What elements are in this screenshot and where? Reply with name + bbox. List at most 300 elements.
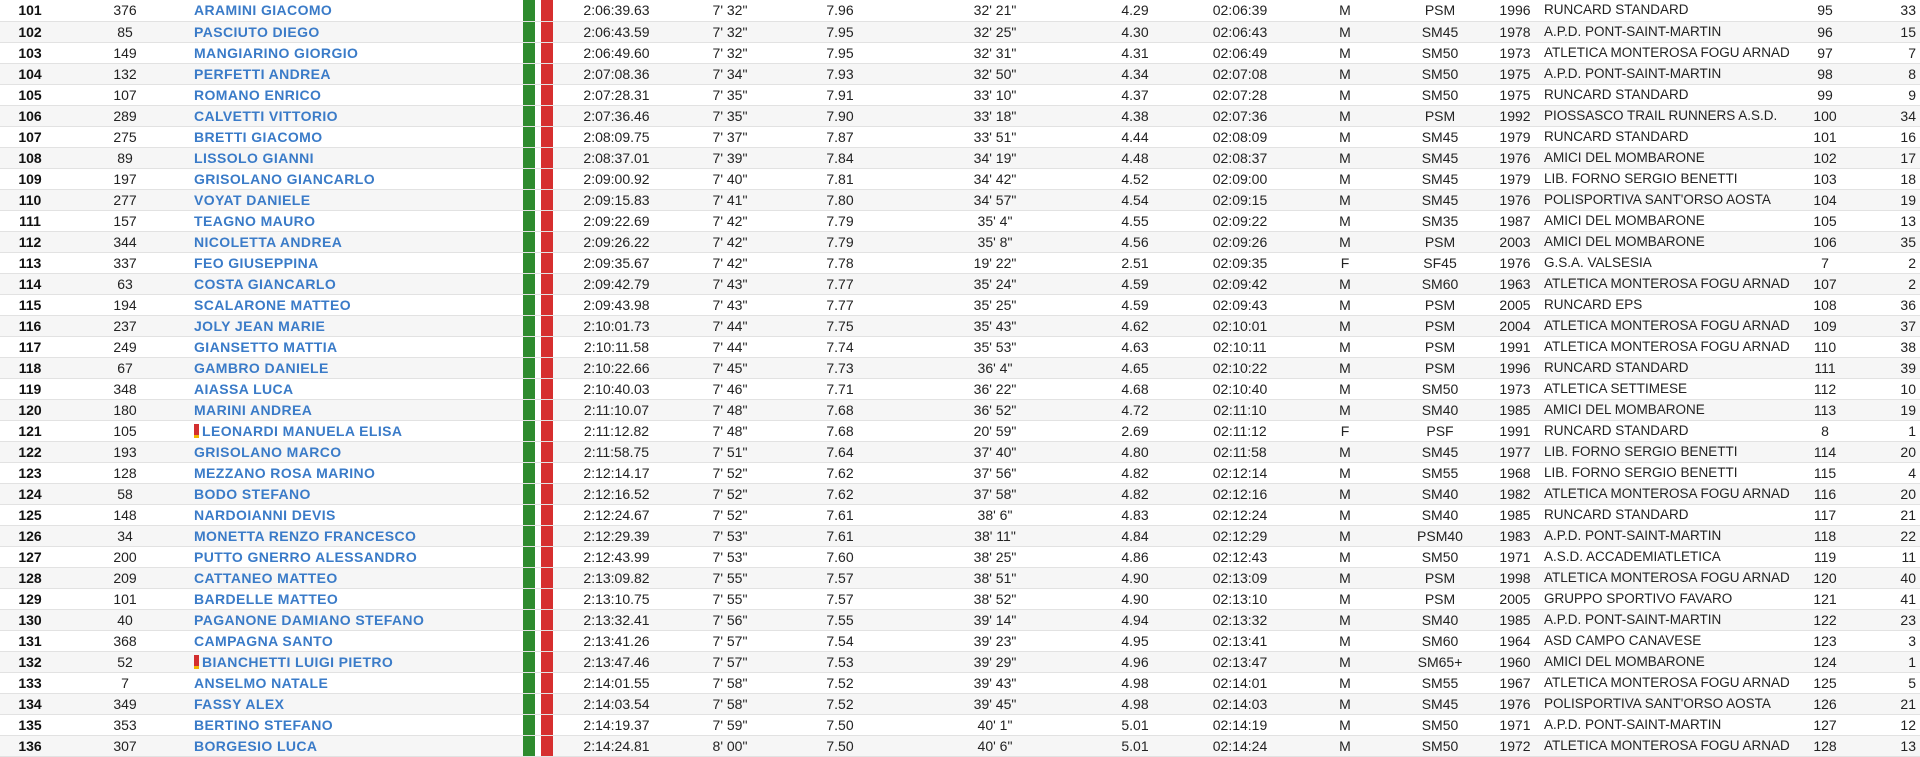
category-cell: PSM bbox=[1390, 357, 1490, 378]
italian-flag-icon bbox=[523, 126, 553, 147]
net-time-cell: 02:09:43 bbox=[1180, 294, 1300, 315]
pace-cell: 7' 58" bbox=[680, 672, 780, 693]
flag-stripe bbox=[523, 43, 535, 63]
athlete-name-link[interactable]: CATTANEO MATTEO bbox=[194, 569, 338, 586]
athlete-name-link[interactable]: BERTINO STEFANO bbox=[194, 716, 334, 733]
athlete-name-link[interactable]: NARDOIANNI DEVIS bbox=[194, 506, 336, 523]
speed-cell: 7.90 bbox=[780, 105, 900, 126]
flag-stripe bbox=[523, 715, 535, 735]
team-cell: AMICI DEL MOMBARONE bbox=[1540, 231, 1790, 252]
table-row bbox=[0, 567, 1920, 588]
gap-cell: 37' 40" bbox=[900, 441, 1090, 462]
flag-stripe bbox=[541, 190, 553, 210]
flag-stripe bbox=[541, 337, 553, 357]
pace-cell: 7' 53" bbox=[680, 546, 780, 567]
sex-rank-cell: 126 bbox=[1790, 693, 1860, 714]
sex-rank-cell: 8 bbox=[1790, 420, 1860, 441]
gap-percent-cell: 4.86 bbox=[1090, 546, 1180, 567]
italian-flag-icon bbox=[523, 504, 553, 525]
pace-cell: 7' 43" bbox=[680, 273, 780, 294]
flag-stripe bbox=[541, 589, 553, 609]
speed-cell: 7.52 bbox=[780, 672, 900, 693]
athlete-name-cell[interactable] bbox=[190, 84, 523, 105]
athlete-name-link[interactable]: SCALARONE MATTEO bbox=[194, 296, 352, 313]
athlete-name-cell[interactable] bbox=[190, 420, 523, 441]
table-row bbox=[0, 168, 1920, 189]
athlete-name-cell[interactable] bbox=[190, 105, 523, 126]
time-cell: 2:08:37.01 bbox=[553, 147, 680, 168]
sex-rank-cell: 108 bbox=[1790, 294, 1860, 315]
sex-cell: M bbox=[1300, 714, 1390, 735]
bib-cell: 89 bbox=[60, 147, 190, 168]
sex-rank-cell: 114 bbox=[1790, 441, 1860, 462]
category-rank-cell: 8 bbox=[1860, 63, 1920, 84]
flag-stripe bbox=[523, 169, 535, 189]
position-cell: 109 bbox=[0, 168, 60, 189]
athlete-name-cell[interactable] bbox=[190, 126, 523, 147]
athlete-name-link[interactable]: TEAGNO MAURO bbox=[194, 212, 316, 229]
flag-stripe bbox=[541, 211, 553, 231]
flag-stripe bbox=[523, 0, 535, 21]
athlete-name-cell[interactable] bbox=[190, 0, 523, 21]
athlete-name-cell[interactable] bbox=[190, 462, 523, 483]
athlete-name-cell[interactable] bbox=[190, 63, 523, 84]
athlete-name-link[interactable]: ANSELMO NATALE bbox=[194, 674, 329, 691]
gap-percent-cell: 4.54 bbox=[1090, 189, 1180, 210]
bib-cell: 353 bbox=[60, 714, 190, 735]
gap-percent-cell: 4.98 bbox=[1090, 693, 1180, 714]
athlete-name-link[interactable]: FASSY ALEX bbox=[194, 695, 285, 712]
bib-cell: 368 bbox=[60, 630, 190, 651]
athlete-name-link[interactable]: AIASSA LUCA bbox=[194, 380, 294, 397]
flag-stripe bbox=[541, 316, 553, 336]
athlete-name-cell[interactable] bbox=[190, 336, 523, 357]
athlete-name-link[interactable]: BARDELLE MATTEO bbox=[194, 590, 339, 607]
bib-cell: 349 bbox=[60, 693, 190, 714]
athlete-name-cell[interactable] bbox=[190, 189, 523, 210]
position-cell: 114 bbox=[0, 273, 60, 294]
position-cell: 127 bbox=[0, 546, 60, 567]
pace-cell: 7' 52" bbox=[680, 483, 780, 504]
gap-percent-cell: 2.69 bbox=[1090, 420, 1180, 441]
pace-cell: 7' 48" bbox=[680, 399, 780, 420]
sex-rank-cell: 110 bbox=[1790, 336, 1860, 357]
sex-rank-cell: 117 bbox=[1790, 504, 1860, 525]
category-cell: SM40 bbox=[1390, 399, 1490, 420]
flag-stripe bbox=[523, 568, 535, 588]
birth-year-cell: 1985 bbox=[1490, 399, 1540, 420]
flag-stripe bbox=[541, 64, 553, 84]
time-cell: 2:09:26.22 bbox=[553, 231, 680, 252]
category-rank-cell: 21 bbox=[1860, 693, 1920, 714]
athlete-name-cell[interactable] bbox=[190, 483, 523, 504]
sex-rank-cell: 121 bbox=[1790, 588, 1860, 609]
category-cell: SM50 bbox=[1390, 42, 1490, 63]
gap-percent-cell: 4.38 bbox=[1090, 105, 1180, 126]
gap-percent-cell: 4.37 bbox=[1090, 84, 1180, 105]
speed-cell: 7.54 bbox=[780, 630, 900, 651]
bib-cell: 337 bbox=[60, 252, 190, 273]
bib-cell: 85 bbox=[60, 21, 190, 42]
birth-year-cell: 1983 bbox=[1490, 525, 1540, 546]
table-row bbox=[0, 546, 1920, 567]
athlete-name-link[interactable]: BIANCHETTI LUIGI PIETRO bbox=[202, 653, 394, 670]
athlete-name-cell[interactable] bbox=[190, 714, 523, 735]
athlete-name-cell[interactable] bbox=[190, 735, 523, 756]
birth-year-cell: 1998 bbox=[1490, 567, 1540, 588]
italian-flag-icon bbox=[523, 63, 553, 84]
sex-rank-cell: 123 bbox=[1790, 630, 1860, 651]
category-cell: PSM bbox=[1390, 315, 1490, 336]
category-cell: SM45 bbox=[1390, 189, 1490, 210]
italian-flag-icon bbox=[523, 546, 553, 567]
athlete-name-cell[interactable] bbox=[190, 693, 523, 714]
athlete-name-cell[interactable] bbox=[190, 21, 523, 42]
category-rank-cell: 40 bbox=[1860, 567, 1920, 588]
birth-year-cell: 2003 bbox=[1490, 231, 1540, 252]
italian-flag-icon bbox=[523, 588, 553, 609]
bib-cell: 249 bbox=[60, 336, 190, 357]
time-cell: 2:13:32.41 bbox=[553, 609, 680, 630]
position-cell: 118 bbox=[0, 357, 60, 378]
time-cell: 2:13:09.82 bbox=[553, 567, 680, 588]
athlete-name-cell[interactable] bbox=[190, 672, 523, 693]
table-row bbox=[0, 462, 1920, 483]
flag-stripe bbox=[523, 610, 535, 630]
gap-cell: 35' 25" bbox=[900, 294, 1090, 315]
flag-stripe bbox=[523, 253, 535, 273]
athlete-name-cell[interactable] bbox=[190, 294, 523, 315]
flag-stripe bbox=[541, 400, 553, 420]
athlete-name-link[interactable]: NICOLETTA ANDREA bbox=[194, 233, 343, 250]
birth-year-cell: 1967 bbox=[1490, 672, 1540, 693]
birth-year-cell: 1979 bbox=[1490, 168, 1540, 189]
speed-cell: 7.84 bbox=[780, 147, 900, 168]
table-row bbox=[0, 126, 1920, 147]
birth-year-cell: 1996 bbox=[1490, 0, 1540, 21]
team-cell: RUNCARD STANDARD bbox=[1540, 126, 1790, 147]
bib-cell: 58 bbox=[60, 483, 190, 504]
pace-cell: 7' 59" bbox=[680, 714, 780, 735]
sex-cell: M bbox=[1300, 63, 1390, 84]
flag-stripe bbox=[541, 127, 553, 147]
pace-cell: 7' 53" bbox=[680, 525, 780, 546]
gap-cell: 40' 6" bbox=[900, 735, 1090, 756]
athlete-name-cell[interactable] bbox=[190, 567, 523, 588]
net-time-cell: 02:10:22 bbox=[1180, 357, 1300, 378]
athlete-name-link[interactable]: PASCIUTO DIEGO bbox=[194, 23, 320, 40]
athlete-name-cell[interactable] bbox=[190, 588, 523, 609]
gap-cell: 39' 43" bbox=[900, 672, 1090, 693]
flag-stripe bbox=[541, 295, 553, 315]
athlete-name-link[interactable]: CALVETTI VITTORIO bbox=[194, 107, 338, 124]
net-time-cell: 02:13:41 bbox=[1180, 630, 1300, 651]
athlete-name-link[interactable]: MANGIARINO GIORGIO bbox=[194, 44, 359, 61]
table-row bbox=[0, 0, 1920, 21]
pace-cell: 7' 34" bbox=[680, 63, 780, 84]
position-cell: 104 bbox=[0, 63, 60, 84]
time-cell: 2:09:22.69 bbox=[553, 210, 680, 231]
time-cell: 2:12:16.52 bbox=[553, 483, 680, 504]
net-time-cell: 02:13:09 bbox=[1180, 567, 1300, 588]
sex-cell: M bbox=[1300, 588, 1390, 609]
athlete-name-link[interactable]: COSTA GIANCARLO bbox=[194, 275, 337, 292]
athlete-name-cell[interactable] bbox=[190, 42, 523, 63]
athlete-name-cell[interactable] bbox=[190, 315, 523, 336]
flag-stripe bbox=[523, 295, 535, 315]
flag-stripe bbox=[523, 673, 535, 693]
team-cell: RUNCARD STANDARD bbox=[1540, 84, 1790, 105]
athlete-name-link[interactable]: GRISOLANO GIANCARLO bbox=[194, 170, 376, 187]
net-time-cell: 02:14:03 bbox=[1180, 693, 1300, 714]
flag-stripe bbox=[541, 442, 553, 462]
gap-percent-cell: 4.52 bbox=[1090, 168, 1180, 189]
position-cell: 126 bbox=[0, 525, 60, 546]
gap-cell: 36' 4" bbox=[900, 357, 1090, 378]
italian-flag-icon bbox=[523, 273, 553, 294]
category-rank-cell: 18 bbox=[1860, 168, 1920, 189]
category-cell: SM55 bbox=[1390, 462, 1490, 483]
italian-flag-icon bbox=[523, 567, 553, 588]
flag-stripe bbox=[541, 526, 553, 546]
team-cell: PIOSSASCO TRAIL RUNNERS A.S.D. bbox=[1540, 105, 1790, 126]
category-cell: SM60 bbox=[1390, 273, 1490, 294]
position-cell: 129 bbox=[0, 588, 60, 609]
table-row bbox=[0, 336, 1920, 357]
athlete-name-link[interactable]: PUTTO GNERRO ALESSANDRO bbox=[194, 548, 418, 565]
athlete-name-link[interactable]: BORGESIO LUCA bbox=[194, 737, 318, 754]
athlete-name-link[interactable]: MONETTA RENZO FRANCESCO bbox=[194, 527, 417, 544]
birth-year-cell: 1972 bbox=[1490, 735, 1540, 756]
speed-cell: 7.62 bbox=[780, 462, 900, 483]
speed-cell: 7.55 bbox=[780, 609, 900, 630]
gap-cell: 20' 59" bbox=[900, 420, 1090, 441]
team-cell: A.S.D. ACCADEMIATLETICA bbox=[1540, 546, 1790, 567]
net-time-cell: 02:09:15 bbox=[1180, 189, 1300, 210]
speed-cell: 7.73 bbox=[780, 357, 900, 378]
italian-flag-icon bbox=[523, 168, 553, 189]
sex-cell: M bbox=[1300, 483, 1390, 504]
position-cell: 131 bbox=[0, 630, 60, 651]
time-cell: 2:14:01.55 bbox=[553, 672, 680, 693]
sex-rank-cell: 95 bbox=[1790, 0, 1860, 21]
sex-cell: M bbox=[1300, 399, 1390, 420]
athlete-name-cell[interactable] bbox=[190, 168, 523, 189]
position-cell: 121 bbox=[0, 420, 60, 441]
category-rank-cell: 9 bbox=[1860, 84, 1920, 105]
sex-rank-cell: 124 bbox=[1790, 651, 1860, 672]
team-cell: ASD CAMPO CANAVESE bbox=[1540, 630, 1790, 651]
athlete-name-cell[interactable] bbox=[190, 546, 523, 567]
athlete-name-link[interactable]: MEZZANO ROSA MARINO bbox=[194, 464, 376, 481]
speed-cell: 7.74 bbox=[780, 336, 900, 357]
birth-year-cell: 1973 bbox=[1490, 42, 1540, 63]
position-cell: 107 bbox=[0, 126, 60, 147]
gap-cell: 37' 56" bbox=[900, 462, 1090, 483]
speed-cell: 7.68 bbox=[780, 399, 900, 420]
sex-cell: M bbox=[1300, 651, 1390, 672]
athlete-name-link[interactable]: JOLY JEAN MARIE bbox=[194, 317, 326, 334]
category-cell: PSF bbox=[1390, 420, 1490, 441]
athlete-name-link[interactable]: BRETTI GIACOMO bbox=[194, 128, 323, 145]
athlete-name-link[interactable]: GRISOLANO MARCO bbox=[194, 443, 342, 460]
athlete-name-link[interactable]: GIANSETTO MATTIA bbox=[194, 338, 338, 355]
flag-stripe bbox=[541, 274, 553, 294]
net-time-cell: 02:08:37 bbox=[1180, 147, 1300, 168]
athlete-name-link[interactable]: BODO STEFANO bbox=[194, 485, 311, 502]
gap-cell: 38' 11" bbox=[900, 525, 1090, 546]
sex-cell: M bbox=[1300, 0, 1390, 21]
time-cell: 2:10:22.66 bbox=[553, 357, 680, 378]
time-cell: 2:07:08.36 bbox=[553, 63, 680, 84]
italian-flag-icon bbox=[523, 378, 553, 399]
category-rank-cell: 19 bbox=[1860, 399, 1920, 420]
category-cell: SM40 bbox=[1390, 504, 1490, 525]
athlete-name-link[interactable]: VOYAT DANIELE bbox=[194, 191, 311, 208]
table-row bbox=[0, 21, 1920, 42]
sex-cell: M bbox=[1300, 315, 1390, 336]
position-cell: 133 bbox=[0, 672, 60, 693]
bib-cell: 344 bbox=[60, 231, 190, 252]
speed-cell: 7.96 bbox=[780, 0, 900, 21]
team-cell: AMICI DEL MOMBARONE bbox=[1540, 210, 1790, 231]
category-cell: SF45 bbox=[1390, 252, 1490, 273]
flag-stripe bbox=[541, 568, 553, 588]
athlete-name-link[interactable]: PERFETTI ANDREA bbox=[194, 65, 331, 82]
bib-cell: 237 bbox=[60, 315, 190, 336]
athlete-name-cell[interactable] bbox=[190, 441, 523, 462]
flag-stripe bbox=[523, 526, 535, 546]
gap-percent-cell: 4.80 bbox=[1090, 441, 1180, 462]
flag-stripe bbox=[541, 0, 553, 21]
team-cell: A.P.D. PONT-SAINT-MARTIN bbox=[1540, 525, 1790, 546]
sex-rank-cell: 102 bbox=[1790, 147, 1860, 168]
athlete-name-link[interactable]: ROMANO ENRICO bbox=[194, 86, 322, 103]
sex-rank-cell: 118 bbox=[1790, 525, 1860, 546]
bib-cell: 132 bbox=[60, 63, 190, 84]
net-time-cell: 02:07:28 bbox=[1180, 84, 1300, 105]
gap-percent-cell: 4.31 bbox=[1090, 42, 1180, 63]
athlete-name-link[interactable]: LISSOLO GIANNI bbox=[194, 149, 314, 166]
category-cell: PSM bbox=[1390, 336, 1490, 357]
birth-year-cell: 1985 bbox=[1490, 504, 1540, 525]
pace-cell: 7' 32" bbox=[680, 21, 780, 42]
gap-cell: 32' 50" bbox=[900, 63, 1090, 84]
athlete-name-cell[interactable] bbox=[190, 504, 523, 525]
pace-cell: 7' 40" bbox=[680, 168, 780, 189]
category-cell: SM45 bbox=[1390, 21, 1490, 42]
speed-cell: 7.77 bbox=[780, 294, 900, 315]
athlete-name-cell[interactable] bbox=[190, 630, 523, 651]
sex-cell: M bbox=[1300, 609, 1390, 630]
athlete-name-link[interactable]: PAGANONE DAMIANO STEFANO bbox=[194, 611, 425, 628]
flag-stripe bbox=[523, 442, 535, 462]
category-rank-cell: 16 bbox=[1860, 126, 1920, 147]
gap-cell: 38' 6" bbox=[900, 504, 1090, 525]
athlete-name-cell[interactable] bbox=[190, 609, 523, 630]
athlete-name-cell[interactable] bbox=[190, 378, 523, 399]
athlete-name-link[interactable]: GAMBRO DANIELE bbox=[194, 359, 329, 376]
team-cell: RUNCARD STANDARD bbox=[1540, 420, 1790, 441]
athlete-name-link[interactable]: CAMPAGNA SANTO bbox=[194, 632, 334, 649]
net-time-cell: 02:08:09 bbox=[1180, 126, 1300, 147]
sex-rank-cell: 119 bbox=[1790, 546, 1860, 567]
athlete-name-cell[interactable] bbox=[190, 399, 523, 420]
time-cell: 2:09:15.83 bbox=[553, 189, 680, 210]
category-rank-cell: 2 bbox=[1860, 252, 1920, 273]
sex-rank-cell: 111 bbox=[1790, 357, 1860, 378]
speed-cell: 7.61 bbox=[780, 525, 900, 546]
table-row bbox=[0, 315, 1920, 336]
team-cell: ATLETICA SETTIMESE bbox=[1540, 378, 1790, 399]
table-row bbox=[0, 483, 1920, 504]
sex-cell: M bbox=[1300, 693, 1390, 714]
italian-flag-icon bbox=[523, 462, 553, 483]
athlete-name-cell[interactable] bbox=[190, 252, 523, 273]
bib-cell: 307 bbox=[60, 735, 190, 756]
italian-flag-icon bbox=[523, 315, 553, 336]
team-cell: ATLETICA MONTEROSA FOGU ARNAD bbox=[1540, 672, 1790, 693]
team-cell: POLISPORTIVA SANT'ORSO AOSTA bbox=[1540, 693, 1790, 714]
pace-cell: 7' 57" bbox=[680, 651, 780, 672]
category-rank-cell: 12 bbox=[1860, 714, 1920, 735]
category-cell: SM60 bbox=[1390, 630, 1490, 651]
athlete-name-cell[interactable] bbox=[190, 210, 523, 231]
category-cell: SM45 bbox=[1390, 168, 1490, 189]
time-cell: 2:09:42.79 bbox=[553, 273, 680, 294]
gap-cell: 33' 51" bbox=[900, 126, 1090, 147]
athlete-name-cell[interactable] bbox=[190, 525, 523, 546]
team-cell: ATLETICA MONTEROSA FOGU ARNAD bbox=[1540, 273, 1790, 294]
sex-rank-cell: 128 bbox=[1790, 735, 1860, 756]
flag-stripe bbox=[523, 64, 535, 84]
team-cell: A.P.D. PONT-SAINT-MARTIN bbox=[1540, 714, 1790, 735]
italian-flag-icon bbox=[523, 0, 553, 21]
gap-percent-cell: 4.56 bbox=[1090, 231, 1180, 252]
athlete-name-cell[interactable] bbox=[190, 147, 523, 168]
time-cell: 2:07:28.31 bbox=[553, 84, 680, 105]
athlete-name-link[interactable]: FEO GIUSEPPINA bbox=[194, 254, 319, 271]
gap-percent-cell: 4.98 bbox=[1090, 672, 1180, 693]
flag-stripe bbox=[541, 484, 553, 504]
athlete-name-cell[interactable] bbox=[190, 357, 523, 378]
birth-year-cell: 1973 bbox=[1490, 378, 1540, 399]
flag-stripe bbox=[523, 337, 535, 357]
athlete-name-cell[interactable] bbox=[190, 273, 523, 294]
pace-cell: 7' 45" bbox=[680, 357, 780, 378]
athlete-name-link[interactable]: LEONARDI MANUELA ELISA bbox=[202, 422, 403, 439]
italian-flag-icon bbox=[523, 672, 553, 693]
speed-cell: 7.52 bbox=[780, 693, 900, 714]
speed-cell: 7.80 bbox=[780, 189, 900, 210]
gap-percent-cell: 4.96 bbox=[1090, 651, 1180, 672]
athlete-name-cell[interactable] bbox=[190, 231, 523, 252]
athlete-name-cell[interactable] bbox=[190, 651, 523, 672]
time-cell: 2:11:58.75 bbox=[553, 441, 680, 462]
sex-cell: M bbox=[1300, 126, 1390, 147]
position-cell: 128 bbox=[0, 567, 60, 588]
athlete-name-link[interactable]: ARAMINI GIACOMO bbox=[194, 2, 333, 19]
time-cell: 2:13:47.46 bbox=[553, 651, 680, 672]
athlete-name-link[interactable]: MARINI ANDREA bbox=[194, 401, 313, 418]
sex-rank-cell: 109 bbox=[1790, 315, 1860, 336]
pace-cell: 7' 42" bbox=[680, 252, 780, 273]
birth-year-cell: 1971 bbox=[1490, 714, 1540, 735]
flag-stripe bbox=[541, 169, 553, 189]
sex-cell: M bbox=[1300, 378, 1390, 399]
italian-flag-icon bbox=[523, 189, 553, 210]
net-time-cell: 02:12:43 bbox=[1180, 546, 1300, 567]
